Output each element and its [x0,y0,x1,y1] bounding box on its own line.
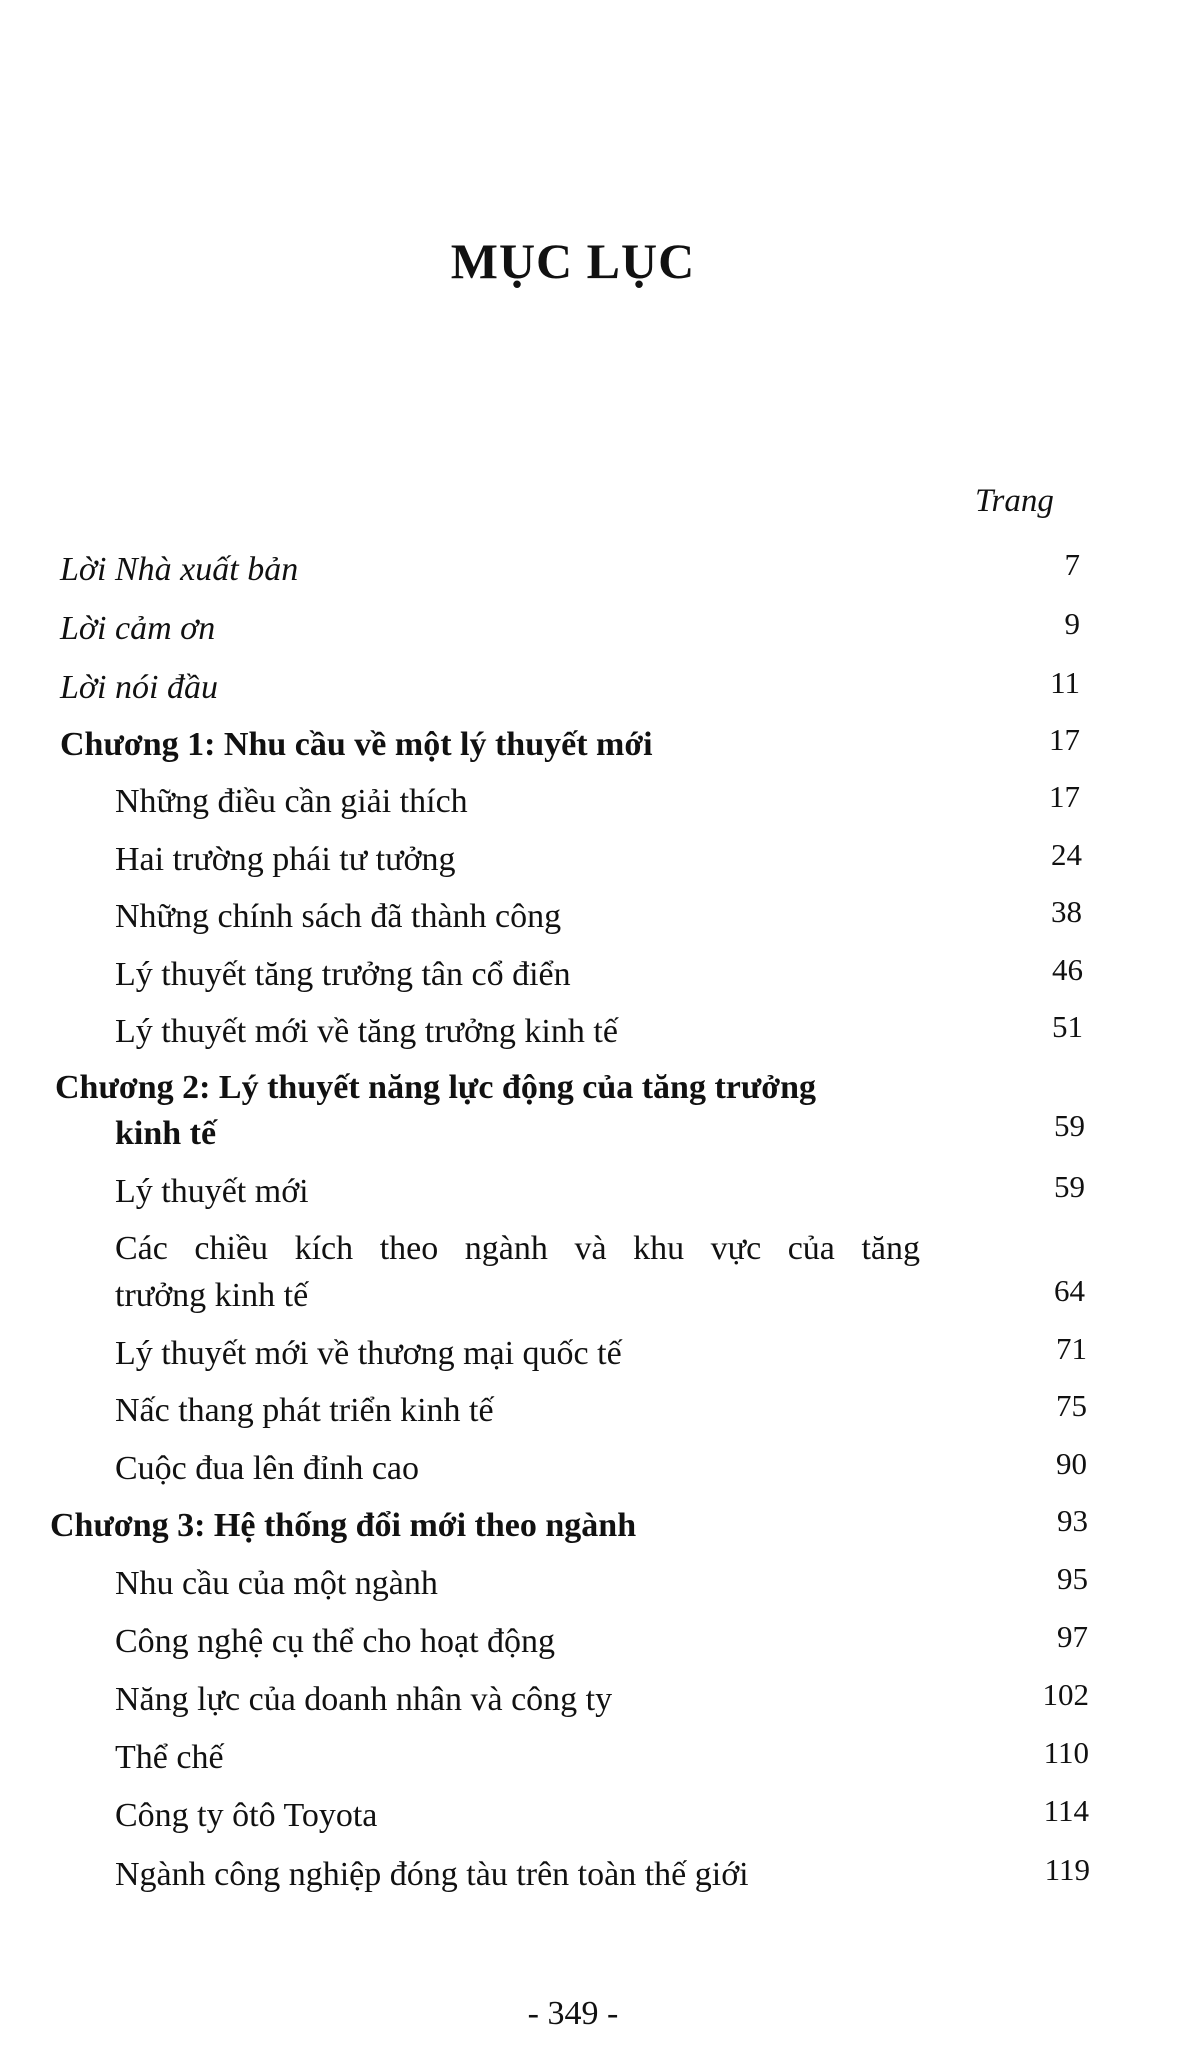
toc-entry-page: 95 [1057,1561,1088,1596]
page-number-footer: - 349 - [527,1995,619,2032]
toc-entry-page: 71 [1056,1331,1087,1366]
toc-entry-page: 114 [1043,1793,1089,1828]
toc-entry-page: 24 [1051,837,1082,872]
toc-entry-page: 97 [1057,1619,1088,1654]
toc-entry-page: 17 [1049,779,1080,814]
toc-entry-page: 119 [1044,1852,1090,1887]
toc-section-text: Công ty ôtô Toyota [115,1797,378,1834]
toc-entry-page: 59 [1054,1108,1085,1143]
toc-section-text: Các chiều kích theo ngành và khu vực của tăng [115,1230,920,1267]
toc-section-text: Lý thuyết tăng trưởng tân cổ điển [115,956,571,993]
toc-section-text: Hai trường phái tư tưởng [115,841,456,878]
toc-entry-page: 17 [1049,722,1080,757]
toc-section-text: Lý thuyết mới về tăng trưởng kinh tế [115,1013,618,1050]
toc-chapter-heading: Chương 1: Nhu cầu về một lý thuyết mới [60,726,653,763]
toc-section-text: Nấc thang phát triển kinh tế [115,1392,494,1429]
toc-section-text: Thể chế [115,1739,224,1776]
toc-entry-text: Lời Nhà xuất bản [60,551,299,588]
toc-entry-text: Lời cảm ơn [60,610,216,647]
toc-chapter-heading: Chương 2: Lý thuyết năng lực động của tăng trưởng [55,1069,817,1106]
toc-entry-page: 75 [1056,1388,1087,1423]
toc-entry-page: 46 [1052,952,1083,987]
toc-section-text: Những chính sách đã thành công [115,898,562,935]
toc-entry-page: 110 [1043,1735,1089,1770]
page-title: MỤC LỤC [450,233,696,289]
toc-entry-page: 102 [1042,1677,1089,1712]
toc-entry-page: 51 [1052,1009,1083,1044]
toc-entry-page: 59 [1054,1169,1085,1204]
toc-chapter-heading-continued: kinh tế [115,1115,217,1152]
page-column-label: Trang [975,483,1054,519]
toc-section-text: Những điều cần giải thích [115,783,468,820]
toc-entry-page: 11 [1050,665,1080,700]
toc-section-text: Năng lực của doanh nhân và công ty [115,1681,613,1718]
toc-entry-page: 64 [1054,1273,1085,1308]
toc-entry-page: 7 [1064,547,1080,582]
toc-entry-page: 38 [1051,894,1082,929]
toc-section-text-continued: trưởng kinh tế [115,1277,309,1314]
toc-section-text: Lý thuyết mới về thương mại quốc tế [115,1335,622,1372]
toc-section-text: Ngành công nghiệp đóng tàu trên toàn thế giới [115,1856,749,1893]
toc-entry-text: Lời nói đầu [60,669,218,706]
toc-section-text: Lý thuyết mới [115,1173,309,1210]
toc-section-text: Cuộc đua lên đỉnh cao [115,1450,420,1487]
toc-entry-page: 93 [1057,1503,1088,1538]
toc-chapter-heading: Chương 3: Hệ thống đổi mới theo ngành [50,1507,637,1544]
toc-entry-page: 9 [1064,606,1080,641]
toc-entry-page: 90 [1056,1446,1087,1481]
toc-section-text: Công nghệ cụ thể cho hoạt động [115,1623,556,1660]
toc-section-text: Nhu cầu của một ngành [115,1565,438,1602]
